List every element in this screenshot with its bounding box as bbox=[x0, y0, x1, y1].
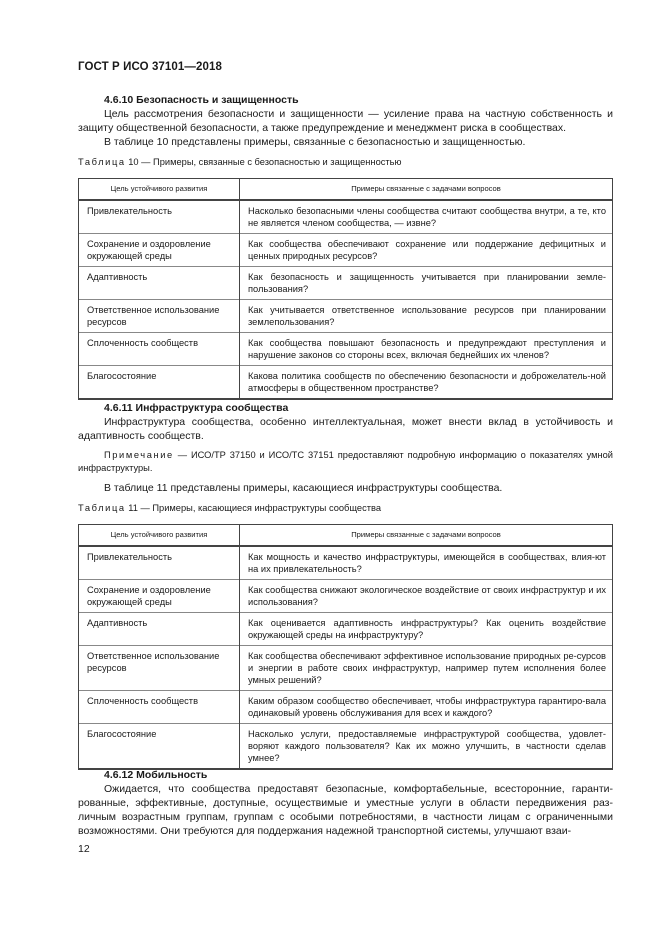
section-4-6-10 bbox=[78, 93, 613, 149]
note-text: — ИСО/ТР 37150 и ИСО/ТС 37151 предоставляют подробную информацию о показателях умной инфраструктуры. bbox=[78, 450, 613, 473]
table-row bbox=[79, 300, 613, 333]
caption-label: Таблица bbox=[78, 157, 126, 167]
column-header: Цель устойчивого развития bbox=[79, 179, 240, 201]
table-row bbox=[79, 366, 613, 400]
table-row bbox=[79, 646, 613, 691]
goal-cell: Привлекательность bbox=[79, 200, 240, 234]
goal-cell: Благосостояние bbox=[79, 366, 240, 400]
table-row bbox=[79, 724, 613, 770]
goal-cell: Адаптивность bbox=[79, 613, 240, 646]
section-4-6-11 bbox=[78, 401, 613, 495]
table-caption bbox=[78, 157, 401, 167]
example-cell: Как учитывается ответственное использование ресурсов при планировании землепользования? bbox=[240, 300, 613, 333]
example-cell: Как оценивается адаптивность инфраструктуры? Как оценить воздействие окружающей среды на инфраструктуру? bbox=[240, 613, 613, 646]
table-row bbox=[79, 580, 613, 613]
table-row bbox=[79, 234, 613, 267]
caption-text: 10 — Примеры, связанные с безопасностью и защищенностью bbox=[125, 157, 402, 167]
example-cell: Как безопасность и защищенность учитывается при планировании земле-пользования? bbox=[240, 267, 613, 300]
column-header: Цель устойчивого развития bbox=[79, 525, 240, 547]
section-title: 4.6.10 Безопасность и защищенность bbox=[104, 94, 299, 106]
example-cell: Какова политика сообществ по обеспечению безопасности и доброжелатель-ной атмосферы в общественном пространстве? bbox=[240, 366, 613, 400]
goal-cell: Ответственное использование ресурсов bbox=[79, 646, 240, 691]
table-row bbox=[79, 613, 613, 646]
table-header-row bbox=[79, 525, 613, 547]
goal-cell: Сохранение и оздоровление окружающей среды bbox=[79, 580, 240, 613]
goal-cell: Ответственное использование ресурсов bbox=[79, 300, 240, 333]
note bbox=[78, 449, 613, 475]
table-row bbox=[79, 267, 613, 300]
goal-cell: Адаптивность bbox=[79, 267, 240, 300]
caption-label: Таблица bbox=[78, 503, 126, 513]
goal-cell: Сплоченность сообществ bbox=[79, 691, 240, 724]
page-number: 12 bbox=[78, 843, 90, 855]
section-title: 4.6.11 Инфраструктура сообщества bbox=[104, 402, 289, 414]
example-cell: Как сообщества обеспечивают сохранение или поддержание дефицитных и ценных природных ресурсов? bbox=[240, 234, 613, 267]
example-cell: Как сообщества обеспечивают эффективное использование природных ре-сурсов и энергии в работе своих инфраструктур, например путем исполнения более умных решений? bbox=[240, 646, 613, 691]
note-label: Примечание bbox=[104, 450, 174, 460]
goal-cell: Привлекательность bbox=[79, 546, 240, 580]
section-title: 4.6.12 Мобильность bbox=[104, 769, 208, 781]
table-10 bbox=[78, 178, 613, 400]
example-cell: Насколько безопасными члены сообщества считают сообщества внутри, а те, кто не является членом сообщества, — извне? bbox=[240, 200, 613, 234]
example-cell: Каким образом сообщество обеспечивает, чтобы инфраструктура гарантиро-вала одинаковый уровень обслуживания для всех и каждого? bbox=[240, 691, 613, 724]
table-header-row bbox=[79, 179, 613, 201]
document-header: ГОСТ Р ИСО 37101—2018 bbox=[78, 61, 223, 73]
example-cell: Как сообщества снижают экологическое воздействие от своих инфраструктур и их использования? bbox=[240, 580, 613, 613]
goal-cell: Благосостояние bbox=[79, 724, 240, 770]
goal-cell: Сплоченность сообществ bbox=[79, 333, 240, 366]
caption-text: 11 — Примеры, касающиеся инфраструктуры сообщества bbox=[125, 503, 381, 513]
paragraph: Инфраструктура сообщества, особенно интеллектуальная, может внести вклад в устойчивость и адаптивность сообществ. bbox=[78, 416, 613, 442]
example-cell: Как сообщества повышают безопасность и предупреждают преступления и нарушение законов со стороны всех, включая беднейших их членов? bbox=[240, 333, 613, 366]
table-11 bbox=[78, 524, 613, 770]
table-row bbox=[79, 333, 613, 366]
paragraph: В таблице 11 представлены примеры, касающиеся инфраструктуры сообщества. bbox=[104, 482, 503, 494]
paragraph: Ожидается, что сообщества предоставят безопасные, комфортабельные, всесторонние, гаранти-рованные, эффективные, доступные, осуществимые и уместные услуги в области передвижения раз-личным возрастным группам, группам с особыми потребностями, в частности лицам с ограниченными возможностями. Они требуются для поддержания надежной транспортной системы, улучшают взаи- bbox=[78, 783, 613, 837]
section-4-6-12 bbox=[78, 768, 613, 838]
column-header: Примеры связанные с задачами вопросов bbox=[240, 179, 613, 201]
column-header: Примеры связанные с задачами вопросов bbox=[240, 525, 613, 547]
example-cell: Как мощность и качество инфраструктуры, имеющейся в сообществах, влия-ют на их привлекательность? bbox=[240, 546, 613, 580]
table-row bbox=[79, 546, 613, 580]
table-caption bbox=[78, 503, 381, 513]
paragraph: В таблице 10 представлены примеры, связанные с безопасностью и защищенностью. bbox=[104, 136, 526, 148]
goal-cell: Сохранение и оздоровление окружающей среды bbox=[79, 234, 240, 267]
example-cell: Насколько услуги, предоставляемые инфраструктурой сообщества, удовлет-воряют каждого пользователя? Как их можно улучшить, в частности сделав умнее? bbox=[240, 724, 613, 770]
table-row bbox=[79, 691, 613, 724]
table-row bbox=[79, 200, 613, 234]
paragraph: Цель рассмотрения безопасности и защищенности — усиление права на частную собственность и защиту общественной безопасности, а также предупреждение и менеджмент риска в сообществах. bbox=[78, 108, 613, 134]
